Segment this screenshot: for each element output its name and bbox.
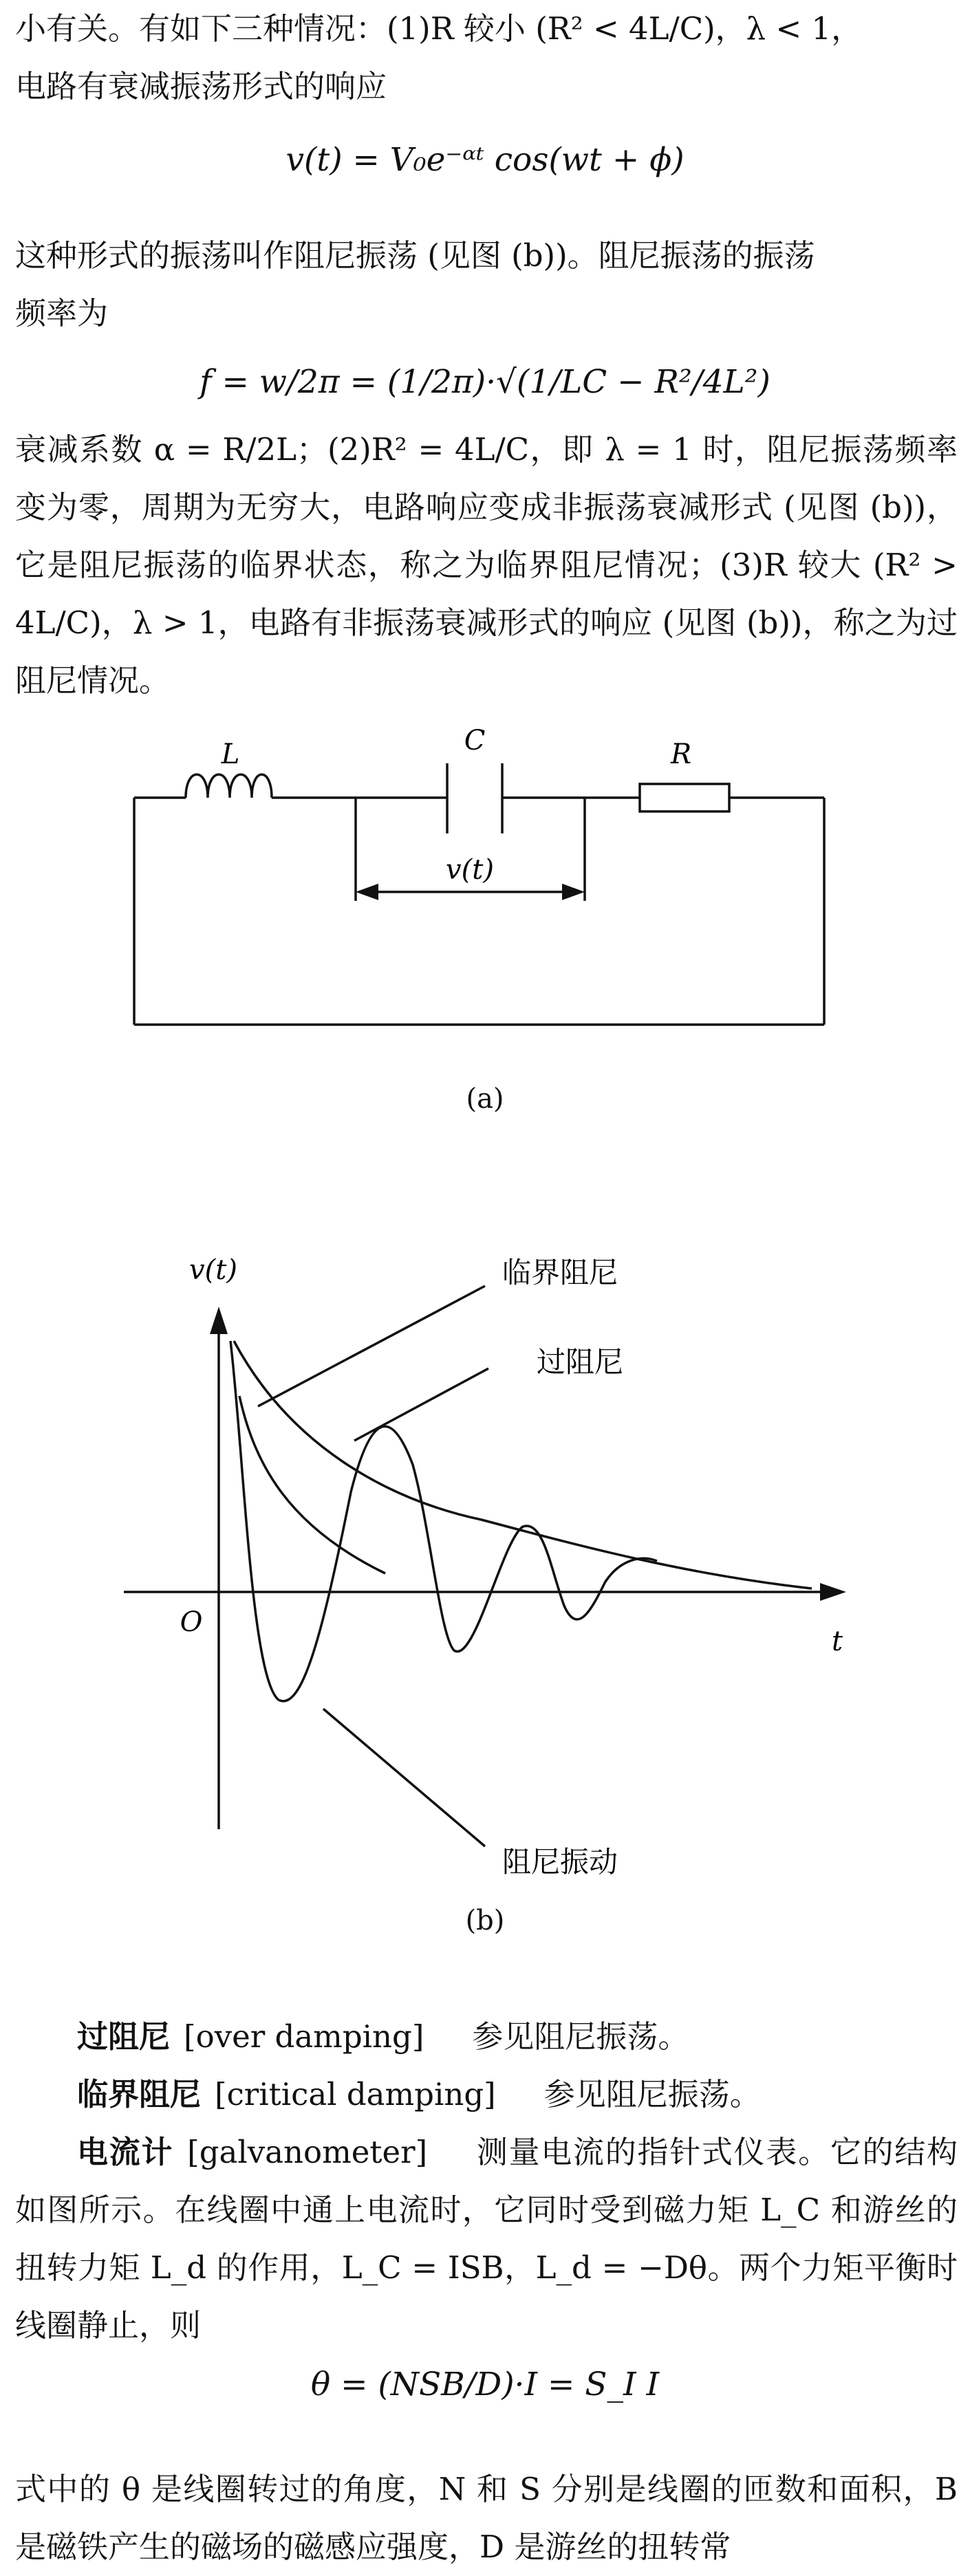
resistor-icon: [640, 784, 729, 811]
entry-galvanometer: [15, 2124, 958, 2355]
entry-reference: 参见阻尼振荡。: [472, 2018, 689, 2055]
paragraph-tail: 式中的 θ 是线圈转过的角度，N 和 S 分别是线圈的匝数和面积，B 是磁铁产生的磁场的磁感应强度，D 是游丝的扭转常: [15, 2471, 958, 2565]
label-resistor: R: [670, 739, 692, 770]
y-axis-arrow-icon: [210, 1307, 228, 1334]
circuit-figure: [0, 722, 970, 1032]
figure-caption-a: (a): [466, 1083, 504, 1115]
entry-body: 测量电流的指针式仪表。它的结构如图所示。在线圈中通上电流时，它同时受到磁力矩 L_C 和游丝的扭转力矩 L_d 的作用，L_C = ISB，L_d = −Dθ。两个力矩平衡时线圈静止，则: [15, 2134, 958, 2344]
entry-reference: 参见阻尼振荡。: [543, 2076, 761, 2113]
paragraph-block: 衰减系数 α = R/2L；(2)R² = 4L/C，即 λ = 1 时，阻尼振荡频率变为零，周期为无穷大，电路响应变成非振荡衰减形式 (见图 (b))，它是阻尼振荡的临界状态，称之为临界阻尼情况；(3)R 较大 (R² > 4L/C)，λ > 1，电路有非振荡衰减形式的响应 (见图 (b))，称之为过阻尼情况。: [15, 431, 958, 699]
paragraph-line: 这种形式的振荡叫作阻尼振荡 (见图 (b))。阻尼振荡的振荡: [15, 237, 815, 274]
entry-title: 临界阻尼: [77, 2076, 202, 2113]
label-capacitor: C: [464, 725, 486, 756]
paragraph-line: 电路有衰减振荡形式的响应: [15, 68, 387, 105]
inductor-coil-icon: [186, 774, 272, 798]
damped-oscillation-label: 阻尼振动: [502, 1845, 618, 1879]
origin-label: O: [180, 1606, 203, 1638]
critical-damping-label: 临界阻尼: [502, 1256, 618, 1289]
entry-over-damping: [15, 2008, 958, 2066]
arrowhead-right-icon: [562, 884, 585, 900]
equation-frequency: f = w/2π = (1/2π)·√(1/LC − R²/4L²): [200, 363, 770, 401]
entry-title: 电流计: [77, 2134, 174, 2170]
over-damping-label: 过阻尼: [537, 1345, 624, 1379]
equation-response: v(t) = V₀e⁻ᵅᵗ cos(wt + ϕ): [285, 141, 685, 179]
arrowhead-left-icon: [356, 884, 378, 900]
x-axis-arrow-icon: [820, 1583, 846, 1601]
label-inductor: L: [221, 739, 240, 770]
entry-english: [over damping]: [184, 2018, 424, 2055]
paragraph-line: 频率为: [15, 295, 109, 331]
x-axis-label: t: [831, 1626, 843, 1657]
paragraph-line: 小有关。有如下三种情况：(1)R 较小 (R² < 4L/C)，λ < 1，: [15, 10, 863, 47]
entry-title: 过阻尼: [77, 2018, 171, 2055]
label-voltage: v(t): [446, 854, 494, 886]
entry-critical-damping: [15, 2066, 958, 2124]
figure-caption-b: (b): [465, 1905, 505, 1936]
y-axis-label: v(t): [189, 1254, 237, 1286]
entry-english: [galvanometer]: [187, 2134, 428, 2170]
damping-figure: [0, 1238, 970, 1879]
equation-galvanometer: θ = (NSB/D)·I = S_I I: [310, 2366, 660, 2403]
entry-english: [critical damping]: [215, 2076, 496, 2113]
